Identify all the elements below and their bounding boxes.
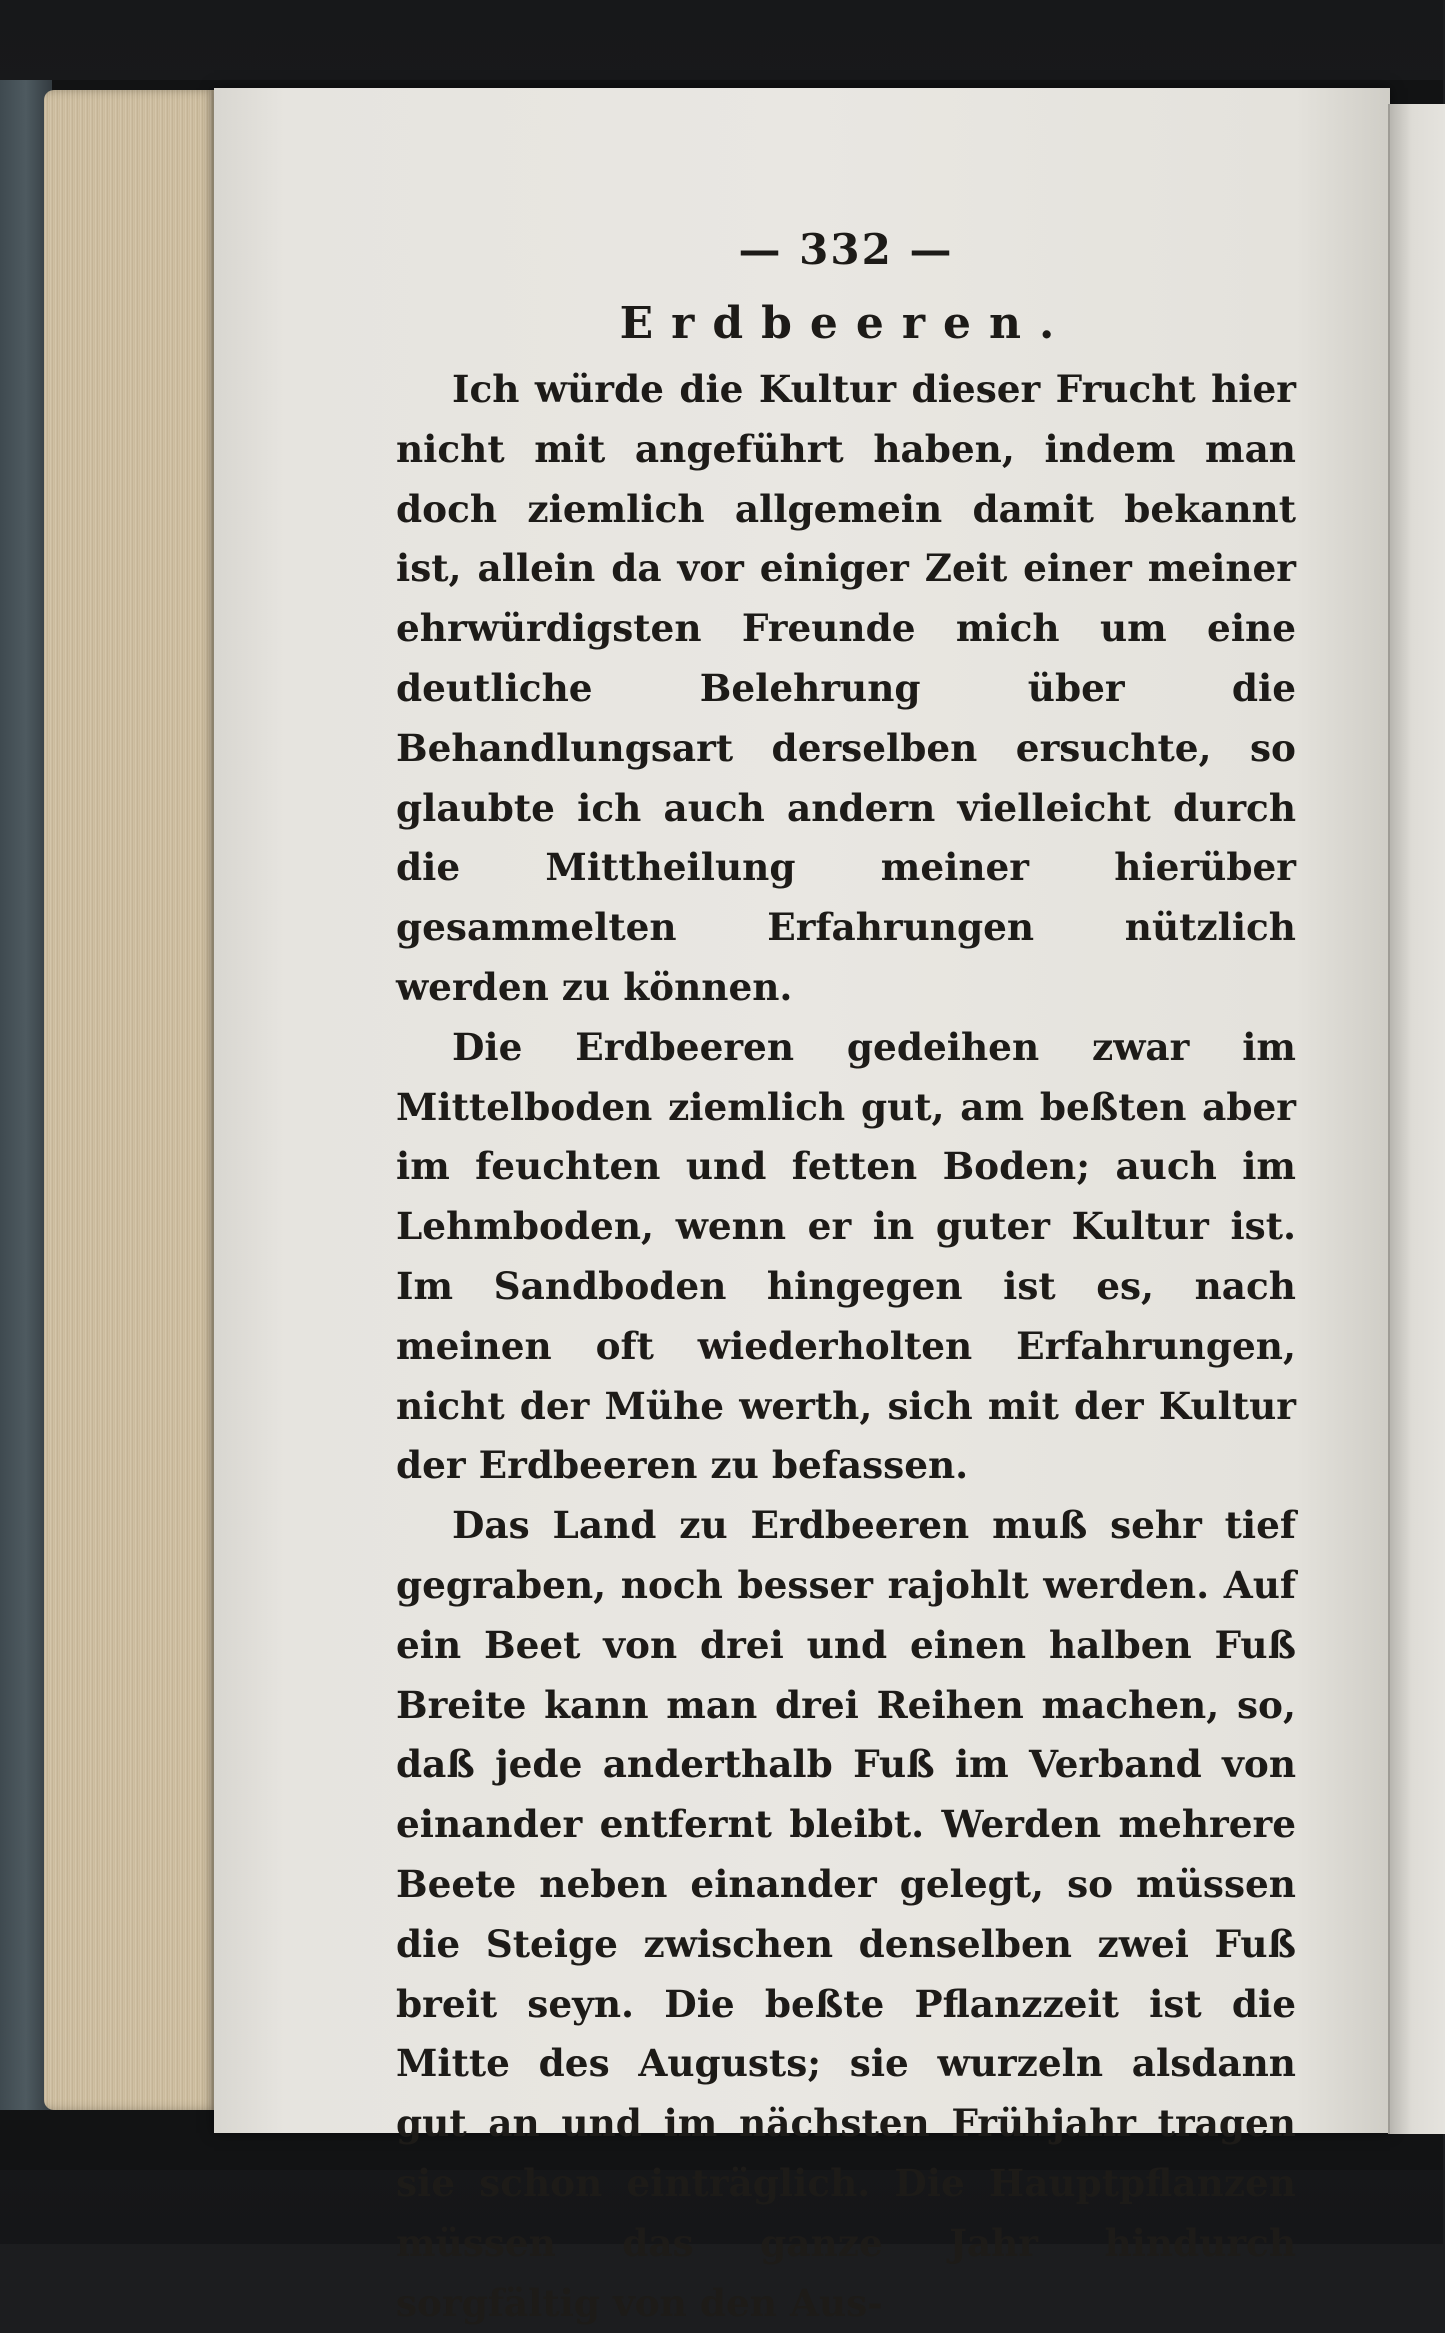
paragraph-3: Das Land zu Erdbeeren muß sehr tief gegraben, noch besser rajohlt werden. Auf ein Beet von drei und einen halben Fuß Breite kann man drei Reihen machen, so, daß jede anderthalb Fuß im Verband von einander entfernt bleibt. Werden mehrere Beete neben einander gelegt, so müssen die Steige zwischen denselben zwei Fuß breit seyn. Die beßte Pflanzzeit ist die Mitte des Augusts; sie wurzeln alsdann gut an und im nächsten Frühjahr tragen sie schon einträglich. Die Hauptpflanzen müssen das ganze Jahr hindurch sorgfältig von den Aus- [396, 1503, 1296, 2325]
facing-page-edge [1388, 104, 1445, 2134]
page-edges [44, 90, 220, 2110]
page-number: — 332 — [738, 225, 954, 274]
paragraph-2: Die Erdbeeren gedeihen zwar im Mittelboden ziemlich gut, am beßten aber im feuchten und fetten Boden; auch im Lehmboden, wenn er in guter Kultur ist. Im Sandboden hingegen ist es, nach meinen oft wiederholten Erfahrungen, nicht der Mühe werth, sich mit der Kultur der Erdbeeren zu befassen. [396, 1024, 1296, 1488]
paragraph-1: Ich würde die Kultur dieser Frucht hier nicht mit angeführt haben, indem man doch ziemlich allgemein damit bekannt ist, allein da vor einiger Zeit einer meiner ehrwürdigsten Freunde mich um eine deutliche Belehrung über die Behandlungsart derselben ersuchte, so glaubte ich auch andern vielleicht durch die Mittheilung meiner hierüber gesammelten Erfahrungen nützlich werden zu können. [396, 367, 1296, 1009]
page-text-block [396, 218, 1296, 2333]
section-title: Erdbeeren. [619, 298, 1073, 349]
